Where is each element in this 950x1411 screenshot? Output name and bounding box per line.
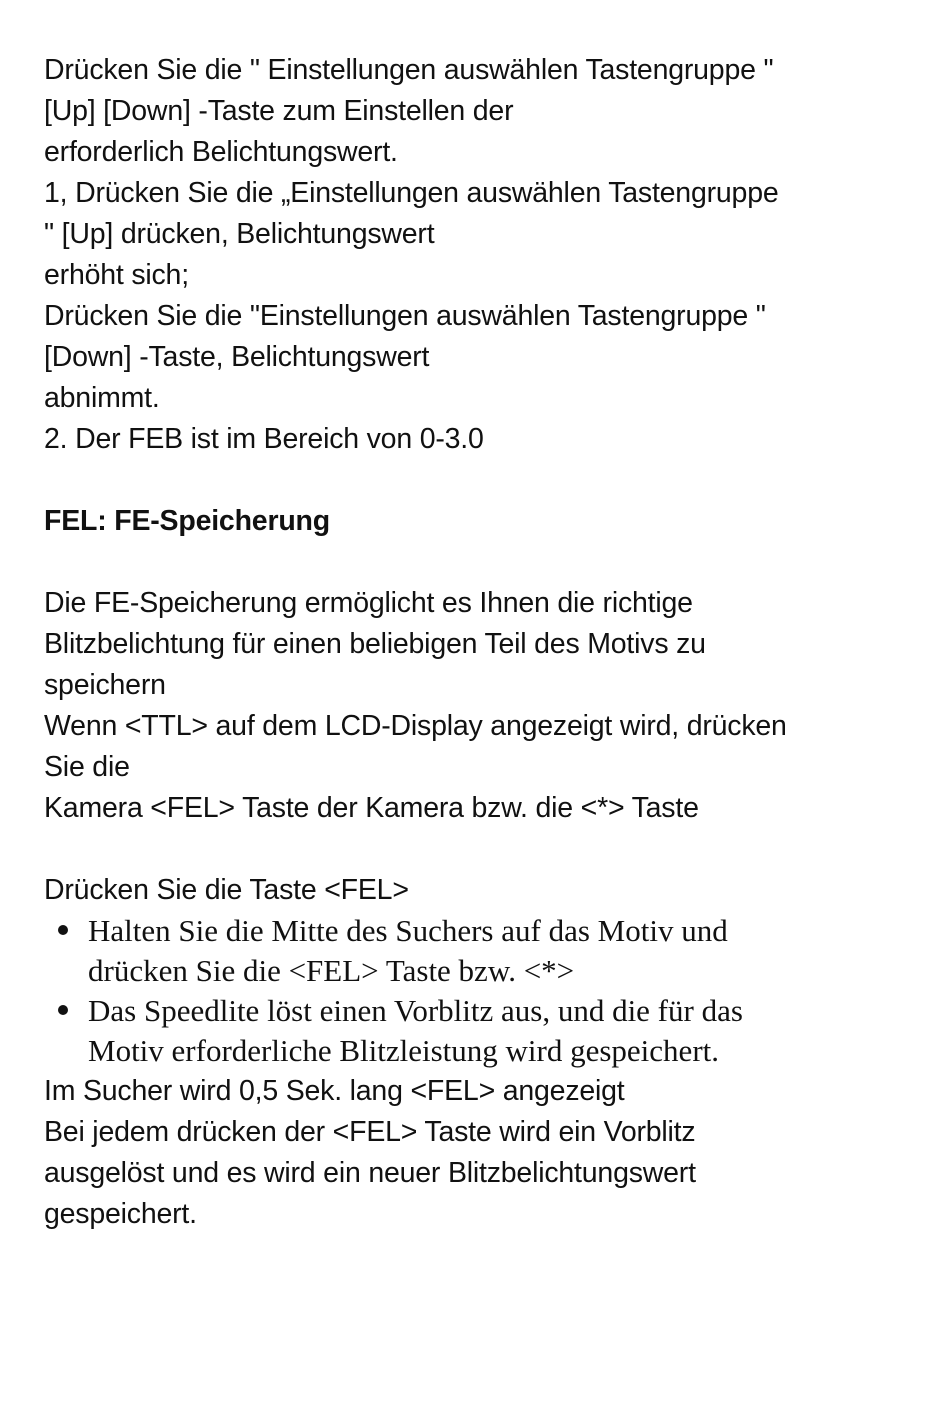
- text-line: erhöht sich;: [44, 259, 189, 291]
- fel-outro: [44, 1071, 924, 1235]
- text-line: " [Up] drücken, Belichtungswert: [44, 218, 435, 250]
- spacer: [44, 829, 924, 870]
- exposure-intro: [44, 50, 924, 173]
- text-line: drücken Sie die <FEL> Taste bzw. <*>: [88, 953, 575, 988]
- fel-intro: [44, 583, 924, 829]
- spacer: [44, 542, 924, 583]
- text-line: [Down] -Taste, Belichtungswert: [44, 341, 430, 373]
- text-line: Sie die: [44, 751, 130, 783]
- text-line: Drücken Sie die " Einstellungen auswählen Tastengruppe ": [44, 54, 774, 86]
- text-line: Das Speedlite löst einen Vorblitz aus, und die für das: [88, 993, 743, 1028]
- text-line: ausgelöst und es wird ein neuer Blitzbelichtungswert: [44, 1157, 696, 1189]
- text-line: gespeichert.: [44, 1198, 197, 1230]
- text-line: speichern: [44, 669, 166, 701]
- text-line: 1, Drücken Sie die „Einstellungen auswählen Tastengruppe: [44, 177, 779, 209]
- bullet-list: [44, 911, 924, 1071]
- bullet-icon: [58, 1005, 68, 1015]
- text-line: Bei jedem drücken der <FEL> Taste wird ein Vorblitz: [44, 1116, 696, 1148]
- press-instruction: Drücken Sie die Taste <FEL>: [44, 874, 409, 906]
- bullet-icon: [58, 925, 68, 935]
- list-item: [44, 911, 924, 991]
- text-line: erforderlich Belichtungswert.: [44, 136, 398, 168]
- text-line: Im Sucher wird 0,5 Sek. lang <FEL> angezeigt: [44, 1075, 625, 1107]
- step-1: [44, 173, 924, 419]
- text-line: Blitzbelichtung für einen beliebigen Teil des Motivs zu: [44, 628, 706, 660]
- text-line: Kamera <FEL> Taste der Kamera bzw. die <*> Taste: [44, 792, 699, 824]
- document-page: [44, 50, 924, 1235]
- text-line: [Up] [Down] -Taste zum Einstellen der: [44, 95, 514, 127]
- text-line: abnimmt.: [44, 382, 160, 414]
- text-line: Wenn <TTL> auf dem LCD-Display angezeigt wird, drücken: [44, 710, 787, 742]
- text-line: Drücken Sie die "Einstellungen auswählen Tastengruppe ": [44, 300, 766, 332]
- step-2: 2. Der FEB ist im Bereich von 0-3.0: [44, 423, 484, 455]
- text-line: Die FE-Speicherung ermöglicht es Ihnen die richtige: [44, 587, 693, 619]
- text-line: Motiv erforderliche Blitzleistung wird gespeichert.: [88, 1033, 720, 1068]
- spacer: [44, 460, 924, 501]
- list-item: [44, 991, 924, 1071]
- section-heading: FEL: FE-Speicherung: [44, 505, 330, 537]
- text-line: Halten Sie die Mitte des Suchers auf das Motiv und: [88, 913, 728, 948]
